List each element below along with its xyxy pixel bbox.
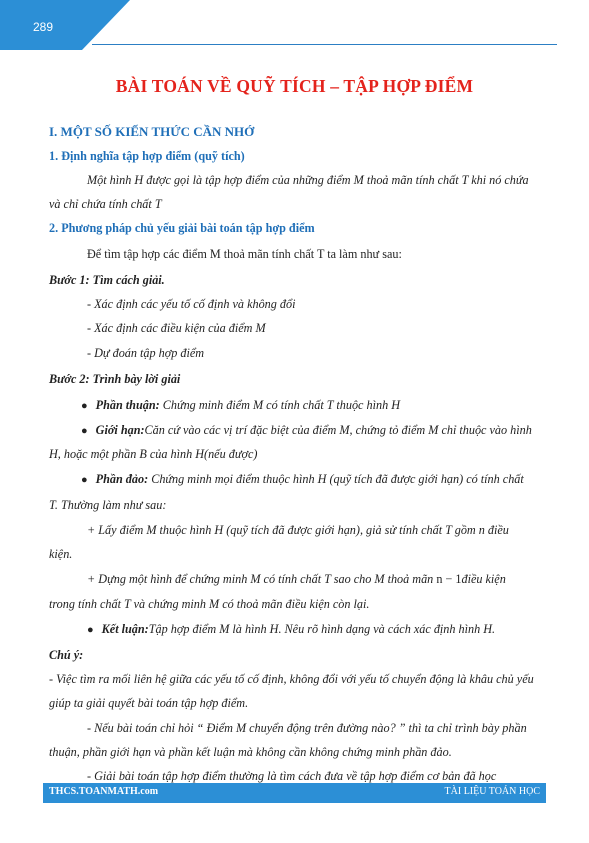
gioi-han-text: Căn cứ vào các vị trí đặc biệt của điểm M, chứng tỏ điểm M chỉ thuộc vào hình: [144, 423, 532, 437]
bullet-icon: ●: [87, 624, 94, 636]
plus1-line-1: + Lấy điểm M thuộc hình H (quỹ tích đã được giới hạn), giả sử tính chất T gồm n điều: [87, 523, 509, 537]
note-line-3: - Nếu bài toán chỉ hỏi “ Điểm M chuyển động trên đường nào? ” thì ta chỉ trình bày phần: [87, 721, 527, 735]
note-line-4: thuận, phần giới hạn và phần kết luận mà không cần không chứng minh phần đảo.: [49, 745, 452, 759]
plus2-text-b: điều kiện: [461, 572, 506, 586]
page-number: 289: [33, 20, 54, 34]
step1-item: - Xác định các điều kiện của điểm M: [87, 321, 266, 335]
step2-label: Bước 2: Trình bày lời giải: [49, 372, 181, 386]
phan-dao-label: Phần đảo:: [95, 472, 149, 486]
step1-label: Bước 1: Tìm cách giải.: [49, 273, 165, 287]
phan-thuan-text: Chứng minh điểm M có tính chất T thuộc hình H: [159, 398, 401, 412]
bullet-icon: ●: [81, 400, 88, 412]
phan-thuan-label: Phần thuận:: [95, 398, 160, 412]
plus2-line-2: trong tính chất T và chứng minh M có thoả mãn điều kiện còn lại.: [49, 597, 370, 611]
footer-bar: [43, 783, 546, 803]
method-intro: Để tìm tập hợp các điểm M thoả mãn tính chất T ta làm như sau:: [87, 247, 402, 261]
bullet-icon: ●: [81, 474, 88, 486]
subheading-method: 2. Phương pháp chủ yếu giải bài toán tập hợp điểm: [49, 221, 315, 235]
gioi-han-label: Giới hạn:: [95, 423, 145, 437]
plus2-math: n − 1: [436, 572, 462, 586]
plus2-line-1: [87, 571, 506, 587]
note-label: Chú ý:: [49, 648, 84, 662]
footer-label: TÀI LIỆU TOÁN HỌC: [444, 786, 540, 797]
section-heading: I. MỘT SỐ KIẾN THỨC CẦN NHỚ: [49, 124, 255, 139]
note-line-2: giúp ta giải quyết bài toán tập hợp điểm.: [49, 696, 249, 710]
ket-luan-line: [87, 621, 495, 638]
ket-luan-label: Kết luận:: [101, 622, 149, 636]
definition-line-2: và chỉ chứa tính chất T: [49, 197, 162, 211]
page-title: BÀI TOÁN VỀ QUỸ TÍCH – TẬP HỢP ĐIỂM: [115, 76, 474, 96]
plus1-line-2: kiện.: [49, 547, 73, 561]
step1-item: - Dự đoán tập hợp điểm: [87, 346, 205, 360]
phan-dao-text: Chứng minh mọi điểm thuộc hình H (quỹ tích đã được giới hạn) có tính chất: [148, 472, 524, 486]
definition-line-1: Một hình H được gọi là tập hợp điểm của những điểm M thoả mãn tính chất T khi nó chứa: [87, 173, 529, 187]
bullet-icon: ●: [81, 425, 88, 437]
gioi-han-line-1: [81, 422, 532, 439]
phan-dao-line-1: [81, 471, 524, 488]
header-rule: [92, 44, 557, 45]
note-line-1: - Việc tìm ra mối liên hệ giữa các yếu tố cố định, không đổi với yếu tố chuyển động là khâu chủ yếu: [49, 672, 534, 686]
plus2-text-a: + Dựng một hình để chứng minh M có tính chất T sao cho M thoả mãn: [87, 572, 437, 586]
phan-dao-line-2: T. Thường làm như sau:: [49, 498, 167, 512]
phan-thuan-line: [81, 397, 400, 414]
footer-site: THCS.TOANMATH.com: [49, 786, 159, 797]
gioi-han-line-2: H, hoặc một phần B của hình H(nếu được): [49, 447, 258, 461]
note-line-5: - Giải bài toán tập hợp điểm thường là tìm cách đưa về tập hợp điểm cơ bản đã học: [87, 769, 497, 783]
step1-item: - Xác định các yếu tố cố định và không đổi: [87, 297, 296, 311]
ket-luan-text: Tập hợp điểm M là hình H. Nêu rõ hình dạng và cách xác định hình H.: [148, 622, 496, 636]
subheading-definition: 1. Định nghĩa tập hợp điểm (quỹ tích): [49, 149, 245, 163]
corner-decoration: [0, 0, 130, 50]
